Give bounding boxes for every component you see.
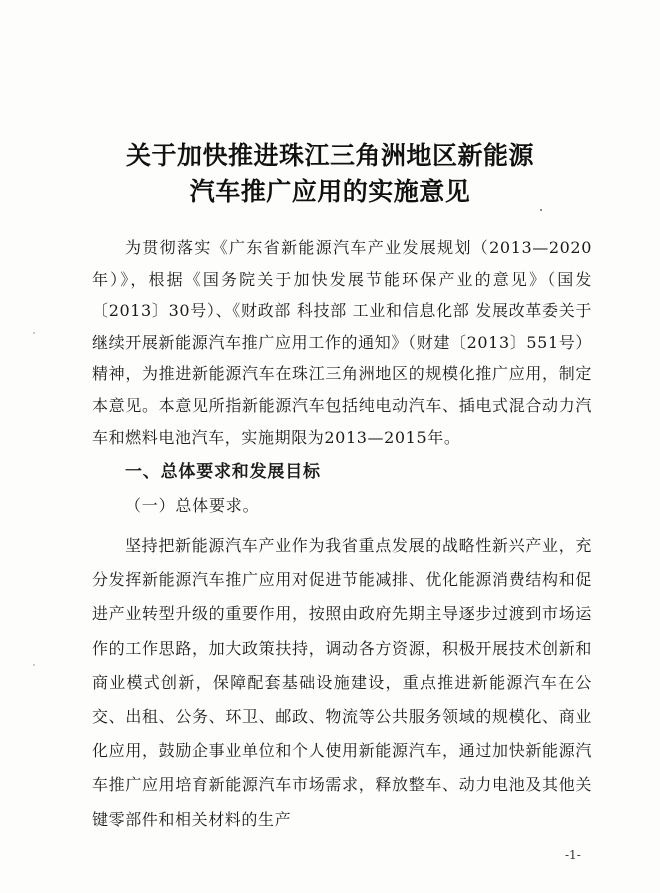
document-title-line-2: 汽车推广应用的实施意见 — [189, 177, 471, 206]
intro-paragraph: 为贯彻落实《广东省新能源汽车产业发展规划（2013—2020年）》，根据《国务院关于加快发展节能环保产业的意见》（国发〔2013〕30号）、《财政部 科技部 工业和信息化部 发展改革委关于继续开展新能源汽车推广应用工作的通知》（财建〔2013〕551号）精神，为推进新能源汽车在珠江三角洲地区的规模化推广应用，制定本意见。本意见所指新能源汽车包括纯电动汽车、插电式混合动力汽车和燃料电池汽车，实施期限为2013—2015年。 — [92, 238, 592, 447]
binding-hole-mark — [33, 664, 35, 666]
subsection-heading: （一）总体要求。 — [125, 496, 260, 515]
body-paragraph: 坚持把新能源汽车产业作为我省重点发展的战略性新兴产业，充分发挥新能源汽车推广应用对促进节能减排、优化能源消费结构和促进产业转型升级的重要作用，按照由政府先期主导逐步过渡到市场运作的工作思路，加大政策扶持，调动各方资源，积极开展技术创新和商业模式创新，保障配套基础设施建设，重点推进新能源汽车在公交、出租、公务、环卫、邮政、物流等公共服务领域的规模化、商业化应用，鼓励企事业单位和个人使用新能源汽车，通过加快新能源汽车推广应用培育新能源汽车市场需求，释放整车、动力电池及其他关键零部件和相关材料的生产 — [92, 536, 592, 829]
scan-speck — [540, 209, 542, 211]
document-title-line-1: 关于加快推进珠江三角洲地区新能源 — [125, 141, 534, 170]
section-heading: 一、总体要求和发展目标 — [125, 462, 321, 482]
page-number: -1- — [565, 848, 581, 862]
binding-hole-mark — [33, 332, 35, 334]
